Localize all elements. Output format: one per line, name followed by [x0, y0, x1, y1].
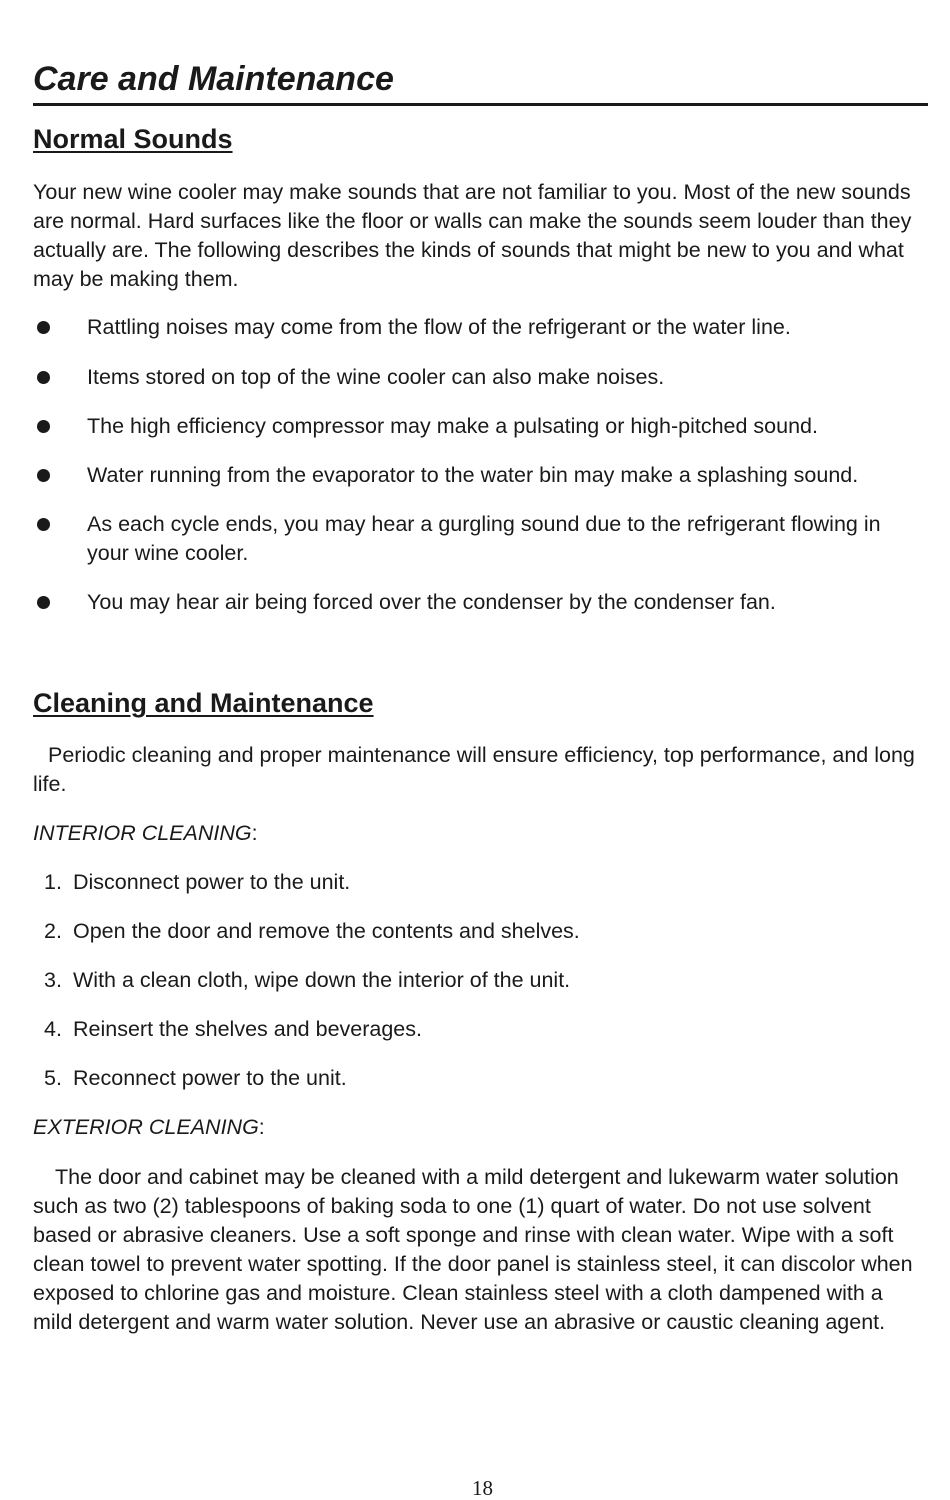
step-number: 5.	[44, 1066, 62, 1090]
bullet-text: As each cycle ends, you may hear a gurgling sound due to the refrigerant flowing in your wine cooler.	[87, 512, 881, 565]
bullet-icon	[37, 469, 50, 482]
bullet-text: You may hear air being forced over the condenser by the condenser fan.	[87, 590, 776, 614]
list-item	[44, 917, 580, 946]
step-number: 1.	[44, 870, 62, 894]
bullet-text: Rattling noises may come from the flow of the refrigerant or the water line.	[87, 315, 791, 339]
exterior-cleaning-label-text: EXTERIOR CLEANING	[33, 1115, 259, 1139]
exterior-cleaning-label	[33, 1113, 265, 1142]
step-text: Reinsert the shelves and beverages.	[73, 1017, 422, 1041]
exterior-cleaning-colon: :	[258, 1115, 265, 1139]
cleaning-heading: Cleaning and Maintenance	[33, 688, 374, 718]
normal-sounds-heading: Normal Sounds	[33, 124, 233, 154]
bullet-icon	[37, 371, 50, 384]
page-number: 18	[472, 1476, 493, 1500]
step-text: Disconnect power to the unit.	[73, 870, 351, 894]
bullet-icon	[37, 420, 50, 433]
step-number: 2.	[44, 919, 62, 943]
bullet-text: Water running from the evaporator to the water bin may make a splashing sound.	[87, 463, 859, 487]
list-item	[44, 868, 350, 897]
interior-cleaning-colon: :	[251, 821, 258, 845]
bullet-icon	[37, 596, 50, 609]
step-number: 4.	[44, 1017, 62, 1041]
bullet-text: Items stored on top of the wine cooler can also make noises.	[87, 365, 665, 389]
step-text: Reconnect power to the unit.	[73, 1066, 347, 1090]
bullet-text: The high efficiency compressor may make a pulsating or high-pitched sound.	[87, 414, 818, 438]
normal-sounds-intro: Your new wine cooler may make sounds that are not familiar to you. Most of the new sounds are normal. Hard surfaces like the floor or walls can make the sounds seem louder than they actually are. The following describes the kinds of sounds that might be new to you and what may be making them.	[33, 180, 912, 291]
list-item	[44, 966, 570, 995]
bullet-icon	[37, 321, 50, 334]
cleaning-intro: Periodic cleaning and proper maintenance will ensure efficiency, top performance, and long life.	[33, 743, 915, 796]
page-title: Care and Maintenance	[33, 60, 394, 98]
step-text: With a clean cloth, wipe down the interior of the unit.	[73, 968, 571, 992]
list-item	[44, 1015, 422, 1044]
bullet-icon	[37, 518, 50, 531]
step-number: 3.	[44, 968, 62, 992]
list-item	[44, 1064, 347, 1093]
title-rule	[33, 103, 928, 106]
interior-cleaning-label	[33, 819, 258, 848]
step-text: Open the door and remove the contents and shelves.	[73, 919, 580, 943]
interior-cleaning-label-text: INTERIOR CLEANING	[33, 821, 252, 845]
exterior-cleaning-text: The door and cabinet may be cleaned with a mild detergent and lukewarm water solution such as two (2) tablespoons of baking soda to one (1) quart of water. Do not use solvent based or abrasive cleaners. Use a soft sponge and rinse with clean water. Wipe with a soft clean towel to prevent water spotting. If the door panel is stainless steel, it can discolor when exposed to chlorine gas and moisture. Clean stainless steel with a cloth dampened with a mild detergent and warm water solution. Never use an abrasive or caustic cleaning agent.	[33, 1165, 913, 1334]
